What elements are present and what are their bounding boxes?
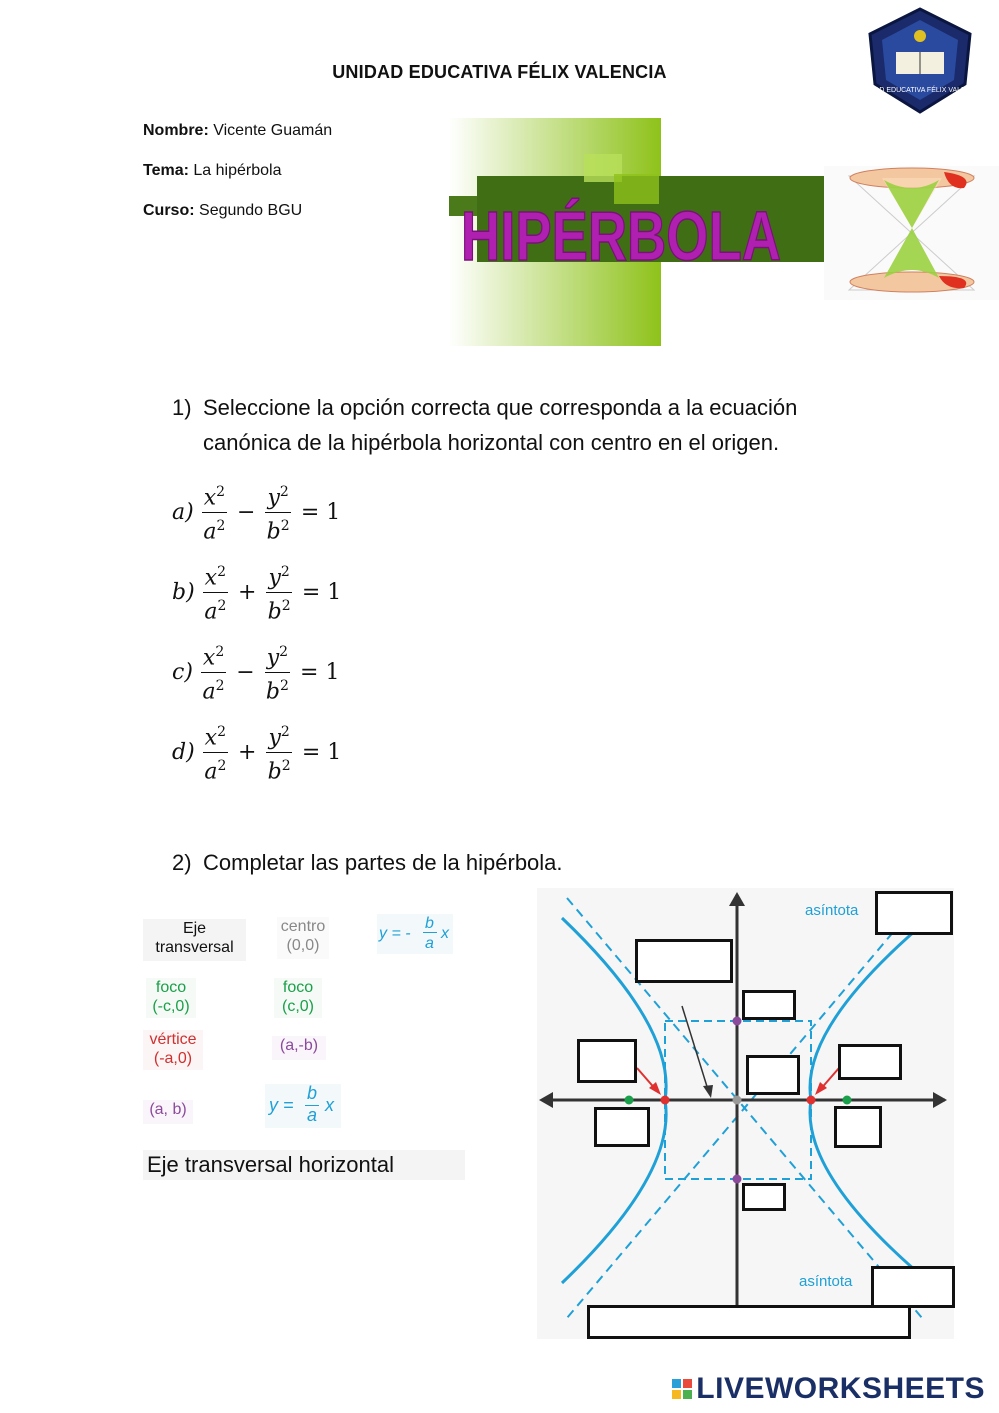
tile-foco-negativo[interactable]: foco (-c,0) <box>146 978 196 1018</box>
tile-punto-a-menos-b[interactable]: (a,-b) <box>272 1036 326 1060</box>
tile-punto-a-b[interactable]: (a, b) <box>143 1100 193 1124</box>
drop-box-asintota-bottom[interactable] <box>871 1266 955 1308</box>
tile-asintota-positiva[interactable]: y = b a x <box>265 1084 341 1128</box>
tile-vertice[interactable]: vértice (-a,0) <box>143 1030 203 1070</box>
brand-text: LIVEWORKSHEETS <box>696 1372 985 1405</box>
option-c[interactable]: c) $\frac{x^2}{a^2}$ − $\frac{y^2}{b^2}$ = 1 <box>172 637 345 707</box>
option-label: a) <box>172 499 194 525</box>
tile-centro[interactable]: centro (0,0) <box>277 917 329 959</box>
curso-value: Segundo BGU <box>199 202 303 219</box>
liveworksheets-logo <box>672 1372 985 1406</box>
tema-label: Tema: <box>143 162 189 179</box>
option-label: c) <box>172 659 193 685</box>
curso-line <box>143 202 302 220</box>
tile-foco-positivo[interactable]: foco (c,0) <box>274 978 322 1018</box>
option-a[interactable]: a) $\frac{x^2}{a^2}$ − $\frac{y^2}{b^2}$ = 1 <box>172 477 346 547</box>
drop-box-asintota-top[interactable] <box>875 891 953 935</box>
banner-title: HIPÉRBOLA <box>461 197 781 275</box>
school-logo <box>860 4 980 116</box>
curso-label: Curso: <box>143 202 195 219</box>
tile-asintota-negativa[interactable]: y = - b a x <box>377 914 453 954</box>
drop-box-vertice-derecho[interactable] <box>838 1044 902 1080</box>
drop-box-centro[interactable] <box>746 1055 800 1095</box>
label-asintota-bottom: asíntota <box>799 1273 853 1290</box>
option-d[interactable]: d) $\frac{x^2}{a^2}$ + $\frac{y^2}{b^2}$ = 1 <box>172 717 347 787</box>
drop-box-tipo-eje[interactable] <box>587 1305 911 1339</box>
hiperbola-banner <box>449 118 999 346</box>
drop-box-punto-superior[interactable] <box>742 990 796 1020</box>
tema-line <box>143 162 281 180</box>
question-1-number: 1) <box>172 395 192 420</box>
drop-box-foco-izquierdo[interactable] <box>594 1107 650 1147</box>
nombre-value: Vicente Guamán <box>213 122 333 139</box>
option-label: d) <box>172 739 195 765</box>
school-title: UNIDAD EDUCATIVA FÉLIX VALENCIA <box>332 62 667 82</box>
question-2-number: 2) <box>172 850 192 875</box>
tema-value: La hipérbola <box>193 162 282 179</box>
question-2-text: Completar las partes de la hipérbola. <box>203 850 563 875</box>
drop-box-eje-transversal[interactable] <box>635 939 733 983</box>
label-asintota-top: asíntota <box>805 902 859 919</box>
logo-text: UNIDAD EDUCATIVA FÉLIX VALENCIA <box>860 87 980 94</box>
option-b[interactable]: b) $\frac{x^2}{a^2}$ + $\frac{y^2}{b^2}$ = 1 <box>172 557 347 627</box>
tile-eje-transversal-horizontal[interactable]: Eje transversal horizontal <box>143 1150 465 1180</box>
nombre-label: Nombre: <box>143 122 209 139</box>
drop-box-vertice-izquierdo[interactable] <box>577 1039 637 1083</box>
drop-box-foco-derecho[interactable] <box>834 1106 882 1148</box>
drop-box-punto-inferior[interactable] <box>742 1183 786 1211</box>
liveworksheets-icon <box>672 1379 692 1399</box>
option-label: b) <box>172 579 195 605</box>
question-1-text: Seleccione la opción correcta que corresponda a la ecuación canónica de la hipérbola horizontal con centro en el origen. <box>203 395 798 455</box>
nombre-line <box>143 122 332 140</box>
tile-eje-transversal[interactable]: Eje transversal <box>143 919 246 961</box>
